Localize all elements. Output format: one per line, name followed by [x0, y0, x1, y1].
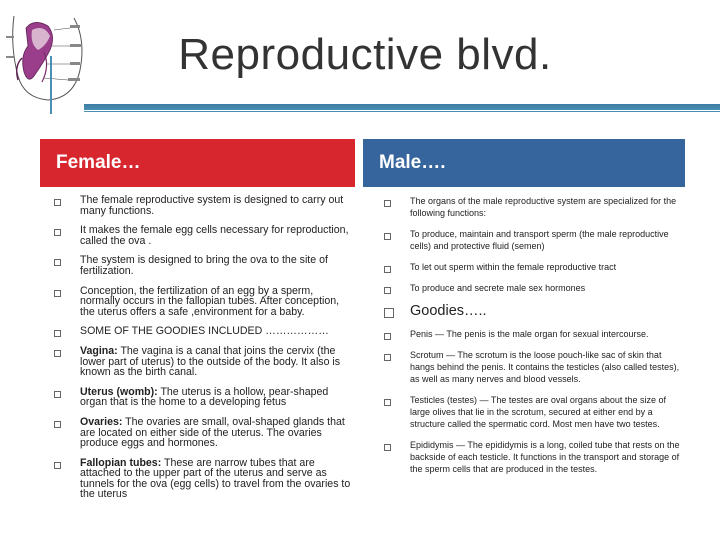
list-item: Goodies…..: [384, 303, 684, 319]
square-bullet-icon: [384, 287, 391, 294]
square-bullet-icon: [54, 350, 61, 357]
square-bullet-icon: [54, 391, 61, 398]
list-item: SOME OF THE GOODIES INCLUDED ………………: [54, 326, 354, 337]
list-item: Fallopian tubes: These are narrow tubes that are attached to the upper part of the uterus and serve as tunnels for the ova (egg cells) to travel from the ovaries to the uterus: [54, 458, 354, 500]
square-bullet-icon: [384, 266, 391, 273]
list-item: It makes the female egg cells necessary for reproduction, called the ova .: [54, 225, 354, 246]
square-bullet-icon: [384, 333, 391, 340]
list-item: To let out sperm within the female reproductive tract: [384, 261, 684, 273]
square-bullet-icon: [54, 229, 61, 236]
square-bullet-icon: [384, 308, 394, 318]
square-bullet-icon: [54, 462, 61, 469]
list-item: Epididymis — The epididymis is a long, coiled tube that rests on the backside of each testicle. It functions in the transport and storage of the sperm cells that are produced in the testes.: [384, 439, 684, 475]
female-list: [54, 195, 354, 509]
square-bullet-icon: [54, 199, 61, 206]
male-header: Male….: [363, 139, 685, 187]
female-header: Female…: [40, 139, 355, 187]
list-item: To produce, maintain and transport sperm (the male reproductive cells) and protective fluid (semen): [384, 228, 684, 252]
square-bullet-icon: [54, 330, 61, 337]
square-bullet-icon: [384, 233, 391, 240]
list-item: The female reproductive system is designed to carry out many functions.: [54, 195, 354, 216]
slide-title: Reproductive blvd.: [178, 30, 552, 79]
list-item: The organs of the male reproductive system are specialized for the following functions:: [384, 195, 684, 219]
accent-line-vertical: [50, 56, 52, 114]
square-bullet-icon: [54, 259, 61, 266]
accent-bar: [84, 104, 720, 110]
list-item: Uterus (womb): The uterus is a hollow, pear-shaped organ that is the home to a developing fetus: [54, 387, 354, 408]
square-bullet-icon: [384, 354, 391, 361]
list-item: To produce and secrete male sex hormones: [384, 282, 684, 294]
male-list: [384, 195, 684, 484]
anatomy-diagram-image: [4, 6, 90, 102]
list-item: Scrotum — The scrotum is the loose pouch-like sac of skin that hangs behind the penis. It contains the testicles (also called testes), as well as many nerves and blood vessels.: [384, 349, 684, 385]
square-bullet-icon: [54, 290, 61, 297]
list-item: Vagina: The vagina is a canal that joins the cervix (the lower part of uterus) to the outside of the body. It also is known as the birth canal.: [54, 346, 354, 378]
square-bullet-icon: [54, 421, 61, 428]
list-item: Conception, the fertilization of an egg by a sperm, normally occurs in the fallopian tubes. After conception, the uterus offers a safe ,environment for a baby.: [54, 286, 354, 318]
accent-line: [84, 111, 720, 112]
list-item: Testicles (testes) — The testes are oval organs about the size of large olives that lie in the scrotum, secured at either end by a structure called the spermatic cord. Most men have two testes.: [384, 394, 684, 430]
square-bullet-icon: [384, 399, 391, 406]
list-item: Penis — The penis is the male organ for sexual intercourse.: [384, 328, 684, 340]
square-bullet-icon: [384, 200, 391, 207]
list-item: The system is designed to bring the ova to the site of fertilization.: [54, 255, 354, 276]
list-item: Ovaries: The ovaries are small, oval-shaped glands that are located on either side of the uterus. The ovaries produce eggs and hormones.: [54, 417, 354, 449]
square-bullet-icon: [384, 444, 391, 451]
